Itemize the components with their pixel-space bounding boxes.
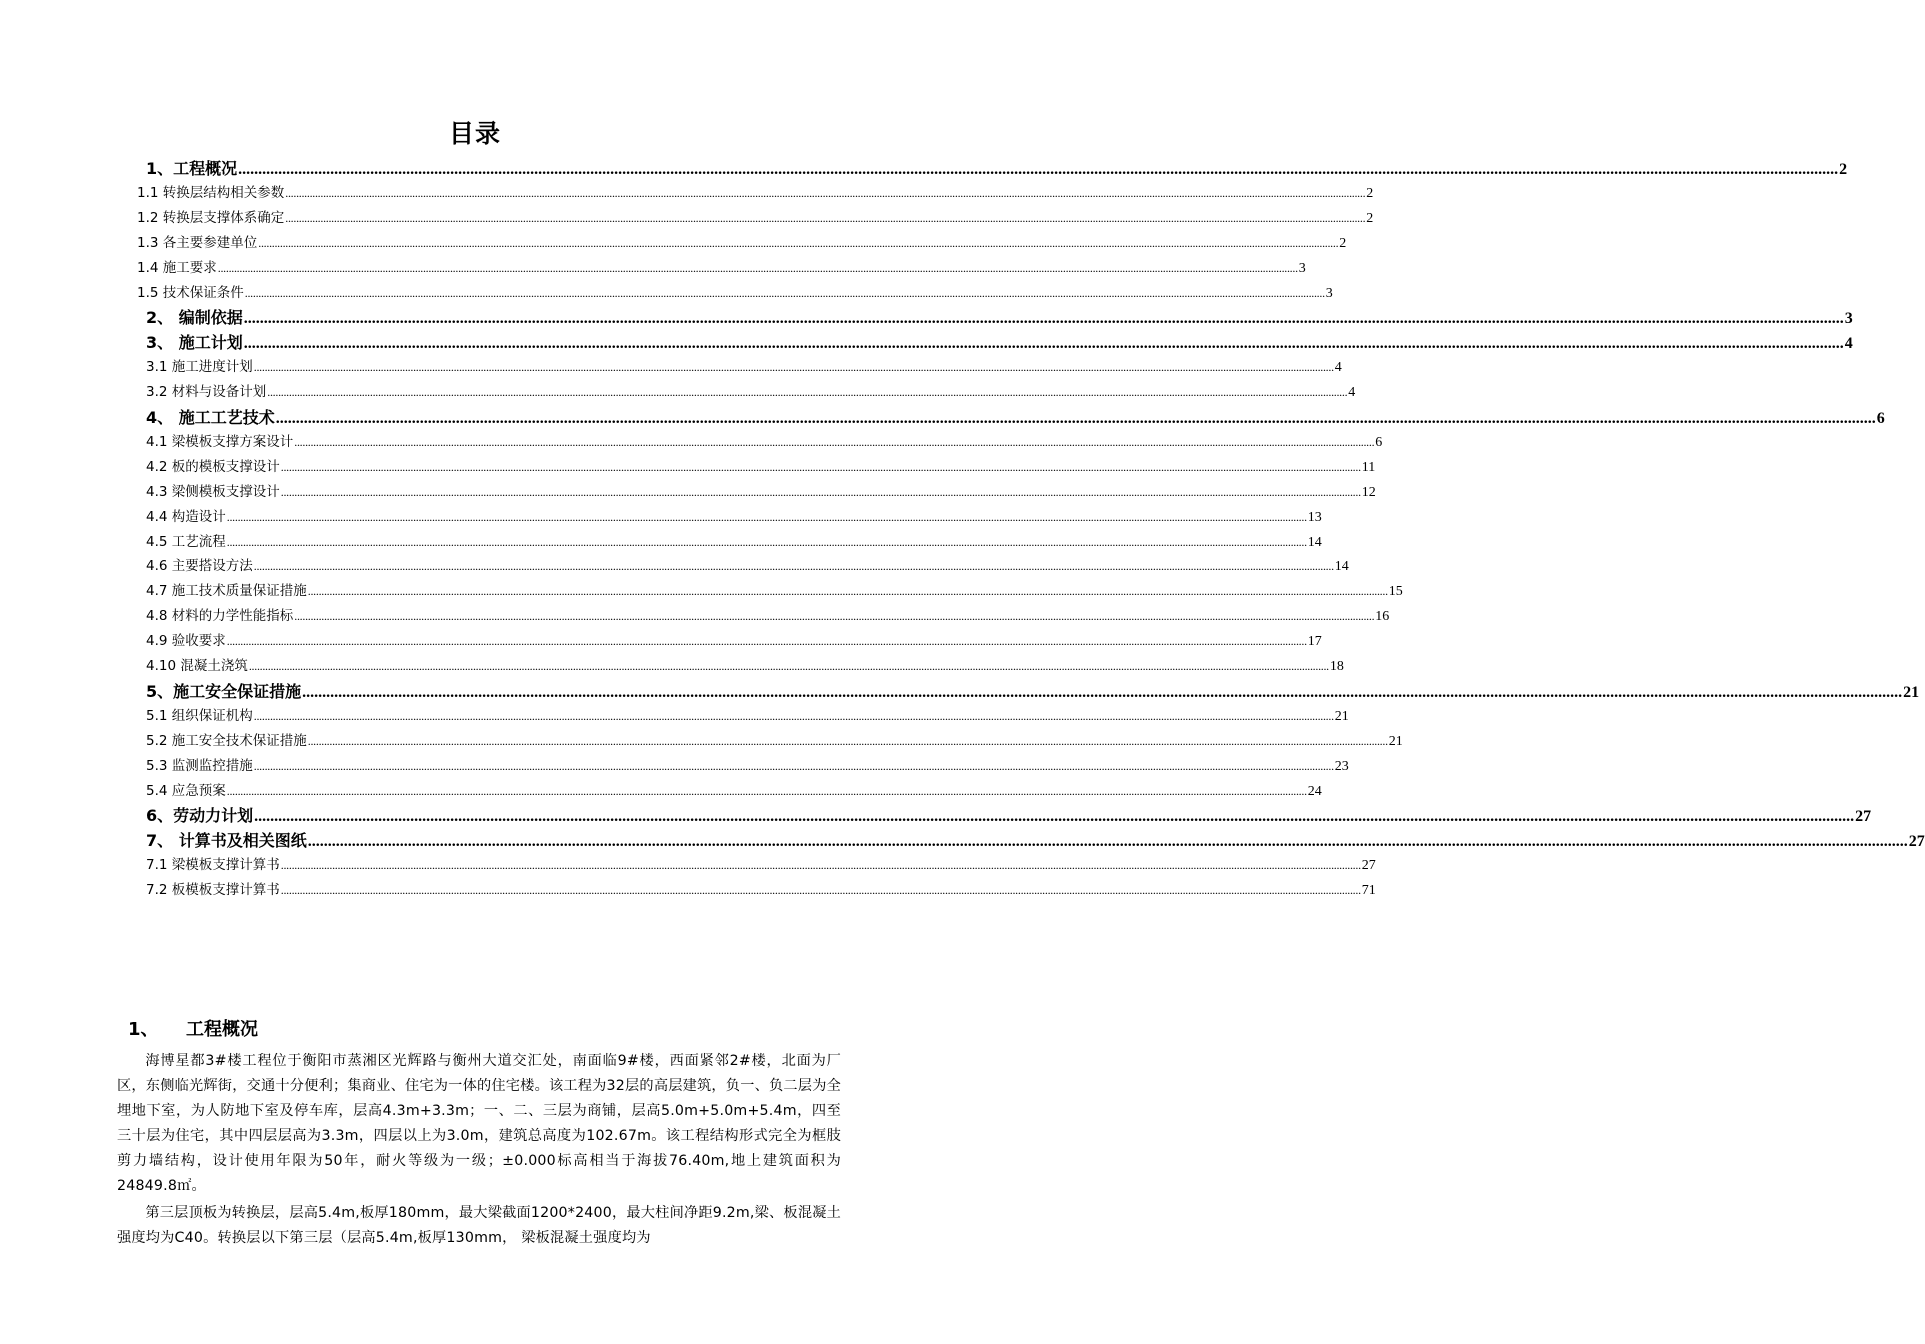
- toc-entry-title: 1.2 转换层支撑体系确定: [137, 209, 285, 226]
- toc-page-number: 21: [1388, 733, 1403, 749]
- toc-leader-dots: ................................................................................................................................................................................................................................................................................................................................................................................................................: [258, 235, 1339, 250]
- toc-page-number: 21: [1334, 708, 1349, 724]
- toc-entry-section[interactable]: [146, 355, 1342, 376]
- toc-leader-dots: ................................................................................................................................................................................................................................................................................................................................................................................................................: [280, 484, 1361, 499]
- toc-entry-title: 3.2 材料与设备计划: [146, 384, 267, 401]
- toc-page-number: 6: [1375, 434, 1383, 450]
- toc-page-number: 4: [1334, 360, 1342, 376]
- toc-entry-section[interactable]: [146, 430, 1383, 451]
- toc-page-number: 6: [1876, 410, 1885, 427]
- toc-entry-title: 7、 计算书及相关图纸: [146, 831, 307, 851]
- toc-leader-dots: ................................................................................................................................................................................................................................................................................................................................................................................................................: [267, 385, 1348, 400]
- toc-entry-title: 5、施工安全保证措施: [146, 681, 302, 701]
- toc-entry-chapter[interactable]: [146, 305, 1853, 328]
- toc-leader-dots: ................................................................................................................................................................................................................................................................................................................................................................................................................: [248, 659, 1329, 673]
- toc-entry-title: 4、 施工工艺技术: [146, 408, 275, 427]
- toc-entry-section[interactable]: [137, 206, 1374, 227]
- body-paragraph: 第三层顶板为转换层，层高5.4m,板厚180mm，最大梁截面1200*2400，最大柱间净距9.2m,梁、板混凝土强度均为C40。转换层以下第三层（层高5.4m,板厚130mm， 梁板混凝土强度均为: [117, 1205, 841, 1246]
- toc-leader-dots: ................................................................................................................................................................................................................................................................................................................................................................................................................: [280, 883, 1361, 898]
- toc-page-number: 2: [1366, 210, 1374, 226]
- toc-entry-section[interactable]: [146, 554, 1349, 575]
- toc-leader-dots: ................................................................................................................................................................................................................................................................................................................................................................................................................: [226, 783, 1307, 798]
- toc-page-number: 17: [1307, 634, 1322, 650]
- toc-entry-title: 4.10 混凝土浇筑: [146, 658, 248, 674]
- toc-entry-title: 1.4 施工要求: [137, 259, 217, 276]
- toc-leader-dots: ................................................................................................................................................................................................................................................................................................................................................................................................................: [280, 459, 1361, 474]
- toc-leader-dots: ................................................................................................................................................................................................................................................................................................................................................................................................................: [294, 609, 1375, 624]
- toc-entry-title: 5.4 应急预案: [146, 782, 226, 799]
- toc-leader-dots: ................................................................................................................................................................................................................................................................................................................................................................................................................: [307, 833, 1908, 851]
- toc-entry-title: 5.1 组织保证机构: [146, 707, 253, 724]
- toc-entry-chapter[interactable]: [146, 405, 1885, 428]
- toc-entry-section[interactable]: [146, 505, 1322, 526]
- toc-leader-dots: ................................................................................................................................................................................................................................................................................................................................................................................................................: [254, 808, 1855, 826]
- toc-leader-dots: ................................................................................................................................................................................................................................................................................................................................................................................................................: [226, 634, 1307, 649]
- section-title: 工程概况: [186, 1019, 258, 1040]
- toc-entry-section[interactable]: [146, 754, 1349, 775]
- toc-entry-section[interactable]: [146, 878, 1376, 899]
- toc-entry-section[interactable]: [146, 530, 1322, 551]
- toc-entry-title: 1.3 各主要参建单位: [137, 234, 258, 251]
- toc-entry-section[interactable]: [146, 853, 1376, 874]
- toc-page-number: 21: [1903, 683, 1920, 701]
- toc-entry-chapter[interactable]: [146, 679, 1920, 702]
- toc-page-number: 24: [1307, 783, 1322, 799]
- body-paragraph: 海博星都3#楼工程位于衡阳市蒸湘区光辉路与衡州大道交汇处，南面临9#楼，西面紧邻2#楼，北面为厂区，东侧临光辉街，交通十分便利；集商业、住宅为一体的住宅楼。该工程为32层的高层建筑，负一、负二层为全埋地下室，为人防地下室及停车库，层高4.3m+3.3m；一、二、三层为商铺，层高5.0m+5.0m+5.4m，四至三十层为住宅，其中四层层高为3.3m，四层以上为3.0m，建筑总高度为102.67m。该工程结构形式完全为框肢剪力墙结构，设计使用年限为50年，耐火等级为一级；±0.000标高相当于海拔76.40m,地上建筑面积为24849.8㎡。: [117, 1053, 841, 1194]
- toc-entry-section[interactable]: [137, 256, 1306, 277]
- toc-entry-section[interactable]: [137, 181, 1374, 202]
- toc-leader-dots: ................................................................................................................................................................................................................................................................................................................................................................................................................: [243, 335, 1844, 353]
- toc-leader-dots: ................................................................................................................................................................................................................................................................................................................................................................................................................: [285, 185, 1366, 200]
- toc-title: 目录: [448, 119, 501, 148]
- toc-page-number: 11: [1361, 459, 1376, 475]
- toc-entry-title: 4.2 板的模板支撑设计: [146, 458, 280, 475]
- toc-page-number: 27: [1361, 858, 1376, 874]
- toc-entry-title: 2、 编制依据: [146, 308, 243, 328]
- toc-entry-title: 4.4 构造设计: [146, 508, 226, 525]
- toc-leader-dots: ................................................................................................................................................................................................................................................................................................................................................................................................................: [217, 260, 1298, 275]
- toc-entry-section[interactable]: [146, 729, 1403, 750]
- toc-page-number: 3: [1325, 285, 1333, 301]
- toc-page-number: 18: [1329, 659, 1344, 674]
- toc-leader-dots: ................................................................................................................................................................................................................................................................................................................................................................................................................: [275, 410, 1876, 427]
- toc-leader-dots: ................................................................................................................................................................................................................................................................................................................................................................................................................: [280, 858, 1361, 873]
- toc-leader-dots: ................................................................................................................................................................................................................................................................................................................................................................................................................: [226, 509, 1307, 524]
- toc-entry-section[interactable]: [137, 231, 1347, 252]
- toc-entry-title: 3.1 施工进度计划: [146, 359, 253, 376]
- toc-page-number: 16: [1375, 609, 1390, 625]
- toc-entry-section[interactable]: [146, 704, 1349, 725]
- toc-entry-section[interactable]: [146, 654, 1344, 675]
- toc-page-number: 27: [1855, 808, 1872, 826]
- toc-entry-title: 1.5 技术保证条件: [137, 284, 244, 301]
- toc-page-number: 71: [1361, 883, 1376, 899]
- toc-page-number: 3: [1298, 260, 1306, 276]
- toc-entry-title: 4.1 梁模板支撑方案设计: [146, 433, 294, 450]
- toc-leader-dots: ................................................................................................................................................................................................................................................................................................................................................................................................................: [244, 285, 1325, 300]
- toc-leader-dots: ................................................................................................................................................................................................................................................................................................................................................................................................................: [253, 360, 1334, 375]
- toc-leader-dots: ................................................................................................................................................................................................................................................................................................................................................................................................................: [253, 708, 1334, 723]
- toc-entry-title: 5.3 监测监控措施: [146, 757, 253, 774]
- toc-leader-dots: ................................................................................................................................................................................................................................................................................................................................................................................................................: [243, 310, 1844, 328]
- toc-leader-dots: ................................................................................................................................................................................................................................................................................................................................................................................................................: [294, 434, 1375, 449]
- toc-entry-title: 4.7 施工技术质量保证措施: [146, 583, 307, 600]
- toc-entry-section[interactable]: [137, 281, 1333, 302]
- toc-page-number: 14: [1334, 559, 1349, 575]
- toc-entry-section[interactable]: [146, 579, 1403, 600]
- toc-entry-title: 5.2 施工安全技术保证措施: [146, 732, 307, 749]
- toc-entry-title: 3、 施工计划: [146, 333, 243, 353]
- toc-page-number: 27: [1908, 833, 1925, 851]
- toc-page-number: 2: [1366, 185, 1374, 201]
- toc-leader-dots: ................................................................................................................................................................................................................................................................................................................................................................................................................: [226, 534, 1307, 549]
- toc-page-number: 2: [1839, 161, 1848, 178]
- toc-entry-section[interactable]: [146, 380, 1356, 401]
- section-number: 1、: [128, 1019, 159, 1040]
- toc-entry-section[interactable]: [146, 779, 1322, 800]
- toc-page-number: 3: [1844, 310, 1853, 328]
- toc-page-number: 14: [1307, 534, 1322, 550]
- toc-entry-title: 7.1 梁模板支撑计算书: [146, 857, 280, 874]
- toc-leader-dots: ................................................................................................................................................................................................................................................................................................................................................................................................................: [253, 559, 1334, 574]
- toc-entry-chapter[interactable]: [146, 828, 1925, 851]
- toc-page-number: 4: [1348, 385, 1356, 401]
- toc-leader-dots: ................................................................................................................................................................................................................................................................................................................................................................................................................: [238, 161, 1839, 178]
- toc-entry-title: 4.8 材料的力学性能指标: [146, 608, 294, 625]
- section-heading: [128, 1015, 258, 1041]
- toc-entry-title: 1、工程概况: [146, 159, 238, 178]
- toc-entry-section[interactable]: [146, 455, 1376, 476]
- toc-page-number: 2: [1339, 235, 1347, 251]
- toc-entry-chapter[interactable]: [146, 803, 1872, 826]
- toc-entry-title: 4.5 工艺流程: [146, 533, 226, 550]
- toc-leader-dots: ................................................................................................................................................................................................................................................................................................................................................................................................................: [285, 210, 1366, 225]
- toc-page-number: 23: [1334, 758, 1349, 774]
- toc-entry-chapter[interactable]: [146, 330, 1853, 353]
- toc-page-number: 13: [1307, 509, 1322, 525]
- toc-entry-section[interactable]: [146, 629, 1322, 650]
- toc-page-number: 15: [1388, 584, 1403, 600]
- toc-entry-chapter[interactable]: [146, 156, 1848, 179]
- toc-entry-section[interactable]: [146, 604, 1390, 625]
- toc-page-number: 4: [1844, 335, 1853, 353]
- toc-leader-dots: ................................................................................................................................................................................................................................................................................................................................................................................................................: [307, 733, 1388, 748]
- toc-leader-dots: ................................................................................................................................................................................................................................................................................................................................................................................................................: [307, 584, 1388, 599]
- toc-entry-section[interactable]: [146, 480, 1376, 501]
- toc-entry-title: 6、劳动力计划: [146, 806, 254, 826]
- toc-entry-title: 4.9 验收要求: [146, 633, 226, 650]
- toc-leader-dots: ................................................................................................................................................................................................................................................................................................................................................................................................................: [302, 683, 1903, 701]
- toc-entry-title: 7.2 板模板支撑计算书: [146, 882, 280, 899]
- toc-entry-title: 4.3 梁侧模板支撑设计: [146, 483, 280, 500]
- toc-page-number: 12: [1361, 484, 1376, 500]
- toc-leader-dots: ................................................................................................................................................................................................................................................................................................................................................................................................................: [253, 758, 1334, 773]
- toc-entry-title: 1.1 转换层结构相关参数: [137, 184, 285, 201]
- toc-entry-title: 4.6 主要搭设方法: [146, 558, 253, 575]
